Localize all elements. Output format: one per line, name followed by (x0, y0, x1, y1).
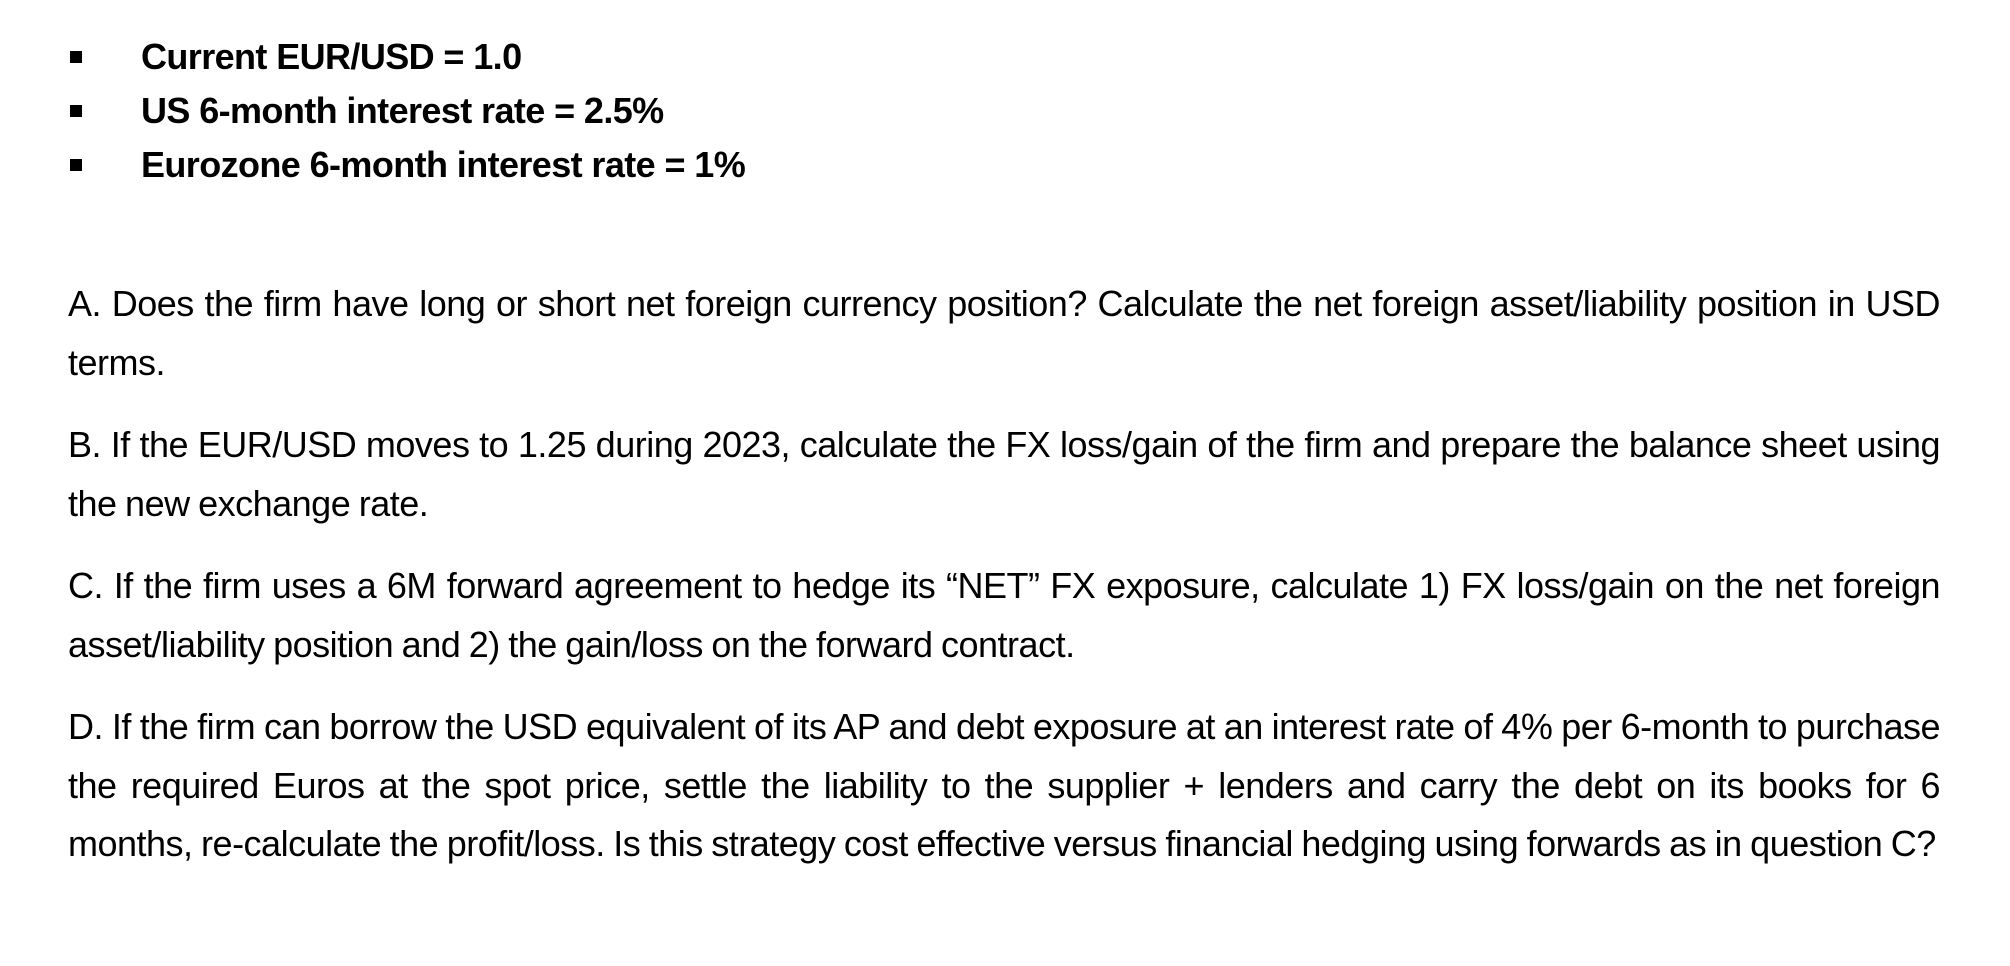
parameter-eurusd-rate: Current EUR/USD = 1.0 (141, 36, 522, 77)
square-bullet-icon (70, 105, 82, 117)
question-b: B. If the EUR/USD moves to 1.25 during 2023, calculate the FX loss/gain of the firm and prepare the balance sheet using the new exchange rate. (68, 424, 1940, 524)
question-list (68, 275, 1940, 898)
question-c: C. If the firm uses a 6M forward agreement to hedge its “NET” FX exposure, calculate 1) FX loss/gain on the net foreign asset/liability position and 2) the gain/loss on the forward contract. (68, 565, 1940, 665)
question-a: A. Does the firm have long or short net foreign currency position? Calculate the net foreign asset/liability position in USD terms. (68, 283, 1940, 383)
parameter-eurozone-interest-rate: Eurozone 6-month interest rate = 1% (141, 144, 746, 185)
square-bullet-icon (70, 51, 82, 63)
parameter-us-interest-rate: US 6-month interest rate = 2.5% (141, 90, 664, 131)
question-d: D. If the firm can borrow the USD equivalent of its AP and debt exposure at an interest rate of 4% per 6-month to purchase the required Euros at the spot price, settle the liability to the supplier + lenders and carry the debt on its books for 6 months, re-calculate the profit/loss. Is this strategy cost effective versus financial hedging using forwards as in question C? (68, 706, 1940, 864)
square-bullet-icon (70, 159, 82, 171)
